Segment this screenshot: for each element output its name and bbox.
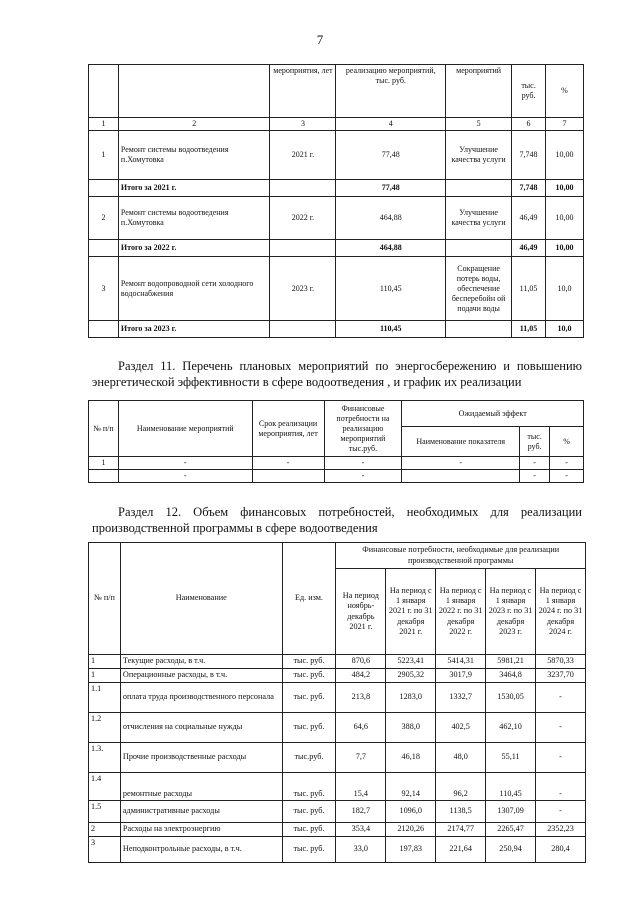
column-number: 5 [446,118,512,131]
column-number: 1 [89,118,119,131]
header-finance: Финансовые потребности, необходимые для реализации производственной программы [336,543,586,569]
measure-cost: 110,45 [336,257,446,321]
value-cell: 2120,26 [386,823,436,837]
column-number: 6 [512,118,546,131]
value-cell: 15,4 [336,773,386,801]
table-row [89,837,586,863]
total-percent: 10,00 [546,180,584,197]
value-cell: 1096,0 [386,801,436,823]
section-12-text: Раздел 12. Объем финансовых потребностей, необходимых для реализации производственной программы в сфере водоотведения [92,505,582,535]
effect-value: 46,49 [512,197,546,240]
column-number: 4 [336,118,446,131]
row-number: 1 [89,131,119,180]
value-cell: 2265,47 [486,823,536,837]
value-cell: 3017,9 [436,669,486,683]
row-unit: тыс. руб. [282,655,336,669]
row-unit: тыс. руб. [282,713,336,743]
row-name: ремонтные расходы [120,773,282,801]
value-cell: 7,7 [336,743,386,773]
header-finance: Финансовые потребности на реализацию мероприятий тыс.руб. [324,401,402,457]
section-11-text: Раздел 11. Перечень плановых мероприятий по энергосбережению и повышению энергетической эффективности в сфере водоотведения , и график их реализации [92,359,582,389]
value-cell: - [536,773,586,801]
row-unit: тыс. руб. [282,823,336,837]
total-cost: 77,48 [336,180,446,197]
value-cell: 462,10 [486,713,536,743]
value-cell: 33,0 [336,837,386,863]
cell: - [118,470,252,483]
header-cell [118,65,270,118]
total-row [89,180,584,197]
measure-term: 2021 г. [270,131,336,180]
header-rub: тыс. руб. [520,427,550,457]
measure-effect: Улучшение качества услуги [446,197,512,240]
cell: - [324,457,402,470]
row-name: Прочие производственные расходы [120,743,282,773]
total-label: Итого за 2022 г. [118,240,270,257]
header-unit: Ед. изм. [282,543,336,655]
period-header: На период с 1 января 2023 г. по 31 декабря 2023 г. [486,569,536,655]
value-cell: 3464,8 [486,669,536,683]
total-label: Итого за 2021 г. [118,180,270,197]
measure-cost: 77,48 [336,131,446,180]
row-number: 2 [89,197,119,240]
value-cell: 1332,7 [436,683,486,713]
cell [402,470,520,483]
measure-cost: 464,88 [336,197,446,240]
measure-effect: Сокращение потерь воды, обеспечение бесперебойн ой подачи воды [446,257,512,321]
value-cell: 197,83 [386,837,436,863]
row-name: Расходы на электроэнергию [120,823,282,837]
row-unit: тыс. руб. [282,773,336,801]
cell: - [118,457,252,470]
cell: - [252,457,324,470]
cell: - [520,457,550,470]
row-unit: тыс.руб. [282,743,336,773]
measure-term: 2022 г. [270,197,336,240]
value-cell: 213,8 [336,683,386,713]
measure-term: 2023 г. [270,257,336,321]
total-row [89,321,584,338]
header-effect: Ожидаемый эффект [402,401,584,427]
total-label: Итого за 2023 г. [118,321,270,338]
value-cell: 55,11 [486,743,536,773]
total-value: 11,05 [512,321,546,338]
measure-effect: Улучшение качества услуги [446,131,512,180]
cell: - [324,470,402,483]
measure-name: Ремонт водопроводной сети холодного водоснабжения [118,257,270,321]
total-value: 7,748 [512,180,546,197]
row-number: 1.5 [89,801,121,823]
row-number: 1 [89,669,121,683]
row-number: 1 [89,655,121,669]
energy-measures-table [88,400,584,483]
row-name: административные расходы [120,801,282,823]
value-cell: 48,0 [436,743,486,773]
row-unit: тыс. руб. [282,801,336,823]
value-cell: 1530,05 [486,683,536,713]
cell: - [550,457,584,470]
table-row [89,743,586,773]
value-cell: 388,0 [386,713,436,743]
total-value: 46,49 [512,240,546,257]
header-cell [89,65,119,118]
row-name: отчисления на социальные нужды [120,713,282,743]
value-cell: 96,2 [436,773,486,801]
column-number: 2 [118,118,270,131]
header-cell: % [546,65,584,118]
row-name: Операционные расходы, в т.ч. [120,669,282,683]
period-header: На период с 1 января 2022 г. по 31 декабря 2022 г. [436,569,486,655]
header-name: Наименование мероприятий [118,401,252,457]
total-percent: 10,0 [546,321,584,338]
value-cell: 280,4 [536,837,586,863]
financial-needs-table [88,542,586,863]
section-12-heading [92,504,582,536]
row-number: 1.1 [89,683,121,713]
table-row [89,773,586,801]
measure-name: Ремонт системы водоотведения п.Хомутовка [118,131,270,180]
table-row [89,257,584,321]
row-unit: тыс. руб. [282,669,336,683]
value-cell: 221,64 [436,837,486,863]
row-name: оплата труда производственного персонала [120,683,282,713]
row-number: 3 [89,257,119,321]
value-cell: 5223,41 [386,655,436,669]
section-11-heading [92,358,582,390]
table-row [89,131,584,180]
total-cost: 464,88 [336,240,446,257]
header-indicator: Наименование показателя [402,427,520,457]
row-number: 2 [89,823,121,837]
row-unit: тыс. руб. [282,837,336,863]
table-row [89,470,584,483]
header-cell: мероприятий [446,65,512,118]
value-cell: 46,18 [386,743,436,773]
effect-value: 7,748 [512,131,546,180]
value-cell: 2352,23 [536,823,586,837]
value-cell: 2174,77 [436,823,486,837]
value-cell: 64,6 [336,713,386,743]
header-cell: тыс. руб. [512,65,546,118]
row-unit: тыс. руб. [282,683,336,713]
table-row [89,655,586,669]
header-cell: реализацию мероприятий, тыс. руб. [336,65,446,118]
cell [89,470,119,483]
cell: - [550,470,584,483]
total-cost: 110,45 [336,321,446,338]
value-cell: 110,45 [486,773,536,801]
header-term: Срок реализации мероприятия, лет [252,401,324,457]
header-percent: % [550,427,584,457]
table-row [89,823,586,837]
value-cell: 1138,5 [436,801,486,823]
value-cell: 2905,32 [386,669,436,683]
table-row [89,801,586,823]
cell: - [402,457,520,470]
row-number: 1.3. [89,743,121,773]
table-row [89,713,586,743]
effect-percent: 10,00 [546,197,584,240]
total-percent: 10,00 [546,240,584,257]
value-cell: 1307,09 [486,801,536,823]
cell [252,470,324,483]
value-cell: 92,14 [386,773,436,801]
header-name: Наименование [120,543,282,655]
effect-percent: 10,00 [546,131,584,180]
effect-percent: 10,0 [546,257,584,321]
row-number: 3 [89,837,121,863]
page-number: 7 [316,32,324,47]
period-header: На период с 1 января 2021 г. по 31 декабря 2021 г. [386,569,436,655]
table-row [89,457,584,470]
header-cell: мероприятия, лет [270,65,336,118]
total-row [89,240,584,257]
value-cell: 1283,0 [386,683,436,713]
cell: - [520,470,550,483]
column-number: 3 [270,118,336,131]
measure-name: Ремонт системы водоотведения п.Хомутовка [118,197,270,240]
row-name: Неподконтрольные расходы, в т.ч. [120,837,282,863]
value-cell: 250,94 [486,837,536,863]
value-cell: - [536,713,586,743]
period-header: На период ноябрь-декабрь 2021 г. [336,569,386,655]
row-name: Текущие расходы, в т.ч. [120,655,282,669]
value-cell: - [536,801,586,823]
value-cell: 5981,21 [486,655,536,669]
value-cell: 182,7 [336,801,386,823]
value-cell: 402,5 [436,713,486,743]
table-row [89,669,586,683]
effect-value: 11,05 [512,257,546,321]
value-cell: 5870,33 [536,655,586,669]
cell: 1 [89,457,119,470]
period-header: На период с 1 января 2024 г. по 31 декабря 2024 г. [536,569,586,655]
value-cell: 484,2 [336,669,386,683]
value-cell: - [536,683,586,713]
value-cell: 870,6 [336,655,386,669]
table-row [89,197,584,240]
value-cell: 3237,70 [536,669,586,683]
row-number: 1.4 [89,773,121,801]
value-cell: 5414,31 [436,655,486,669]
row-number: 1.2 [89,713,121,743]
value-cell: 353,4 [336,823,386,837]
header-num: № п/п [89,401,119,457]
value-cell: - [536,743,586,773]
header-num: № п/п [89,543,121,655]
measures-table [88,64,584,338]
table-row [89,683,586,713]
column-number: 7 [546,118,584,131]
